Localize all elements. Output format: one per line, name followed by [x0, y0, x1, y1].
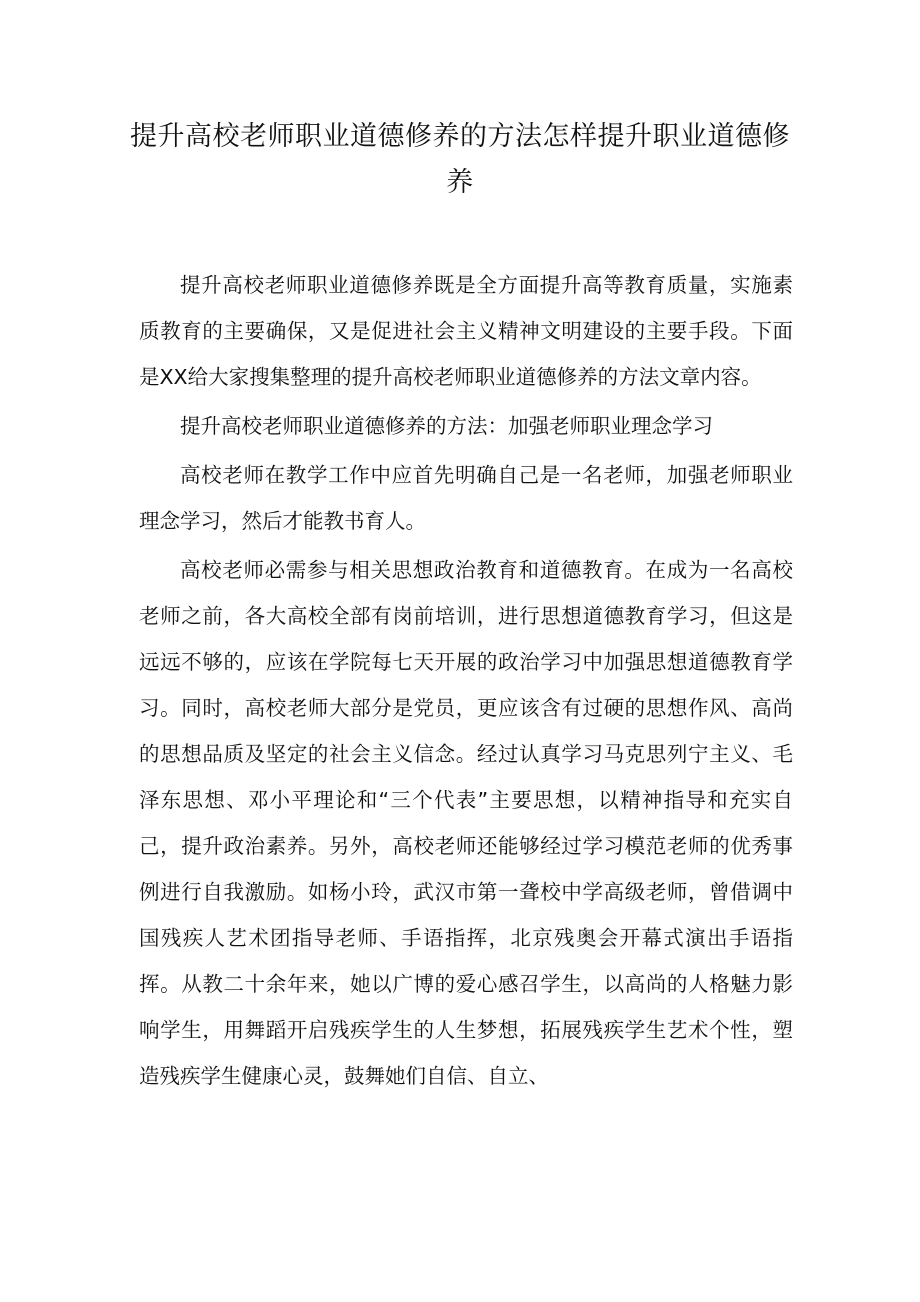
paragraph-moral-education: 高校老师必需参与相关思想政治教育和道德教育。在成为一名高校老师之前，各大高校全部有岗前培训，进行思想道德教育学习，但这是远远不够的，应该在学院每七天开展的政治学习中加强思想道德教育学习。同时，高校老师大部分是党员，更应该含有过硬的思想作风、高尚的思想品质及坚定的社会主义信念。经过认真学习马克思列宁主义、毛泽东思想、邓小平理论和“三个代表”主要思想，以精神指导和充实自己，提升政治素养。另外，高校老师还能够经过学习模范老师的优秀事例进行自我激励。如杨小玲，武汉市第一聋校中学高级老师，曾借调中国残疾人艺术团指导老师、手语指挥，北京残奥会开幕式演出手语指挥。从教二十余年来，她以广博的爱心感召学生，以高尚的人格魅力影响学生，用舞蹈开启残疾学生的人生梦想，拓展残疾学生艺术个性，塑造残疾学生健康心灵，鼓舞她们自信、自立、 — [139, 558, 793, 1088]
document-title: 提升高校老师职业道德修养的方法怎样提升职业道德修养 — [130, 121, 790, 198]
section-heading-method: 提升高校老师职业道德修养的方法：加强老师职业理念学习 — [180, 414, 713, 438]
paragraph-professional-concept: 高校老师在教学工作中应首先明确自己是一名老师，加强老师职业理念学习，然后才能教书育人。 — [139, 463, 793, 533]
paragraph-intro: 提升高校老师职业道德修养既是全方面提升高等教育质量，实施素质教育的主要确保，又是促进社会主义精神文明建设的主要手段。下面是XX给大家搜集整理的提升高校老师职业道德修养的方法文章内容。 — [139, 273, 793, 389]
document-body — [139, 262, 793, 1102]
